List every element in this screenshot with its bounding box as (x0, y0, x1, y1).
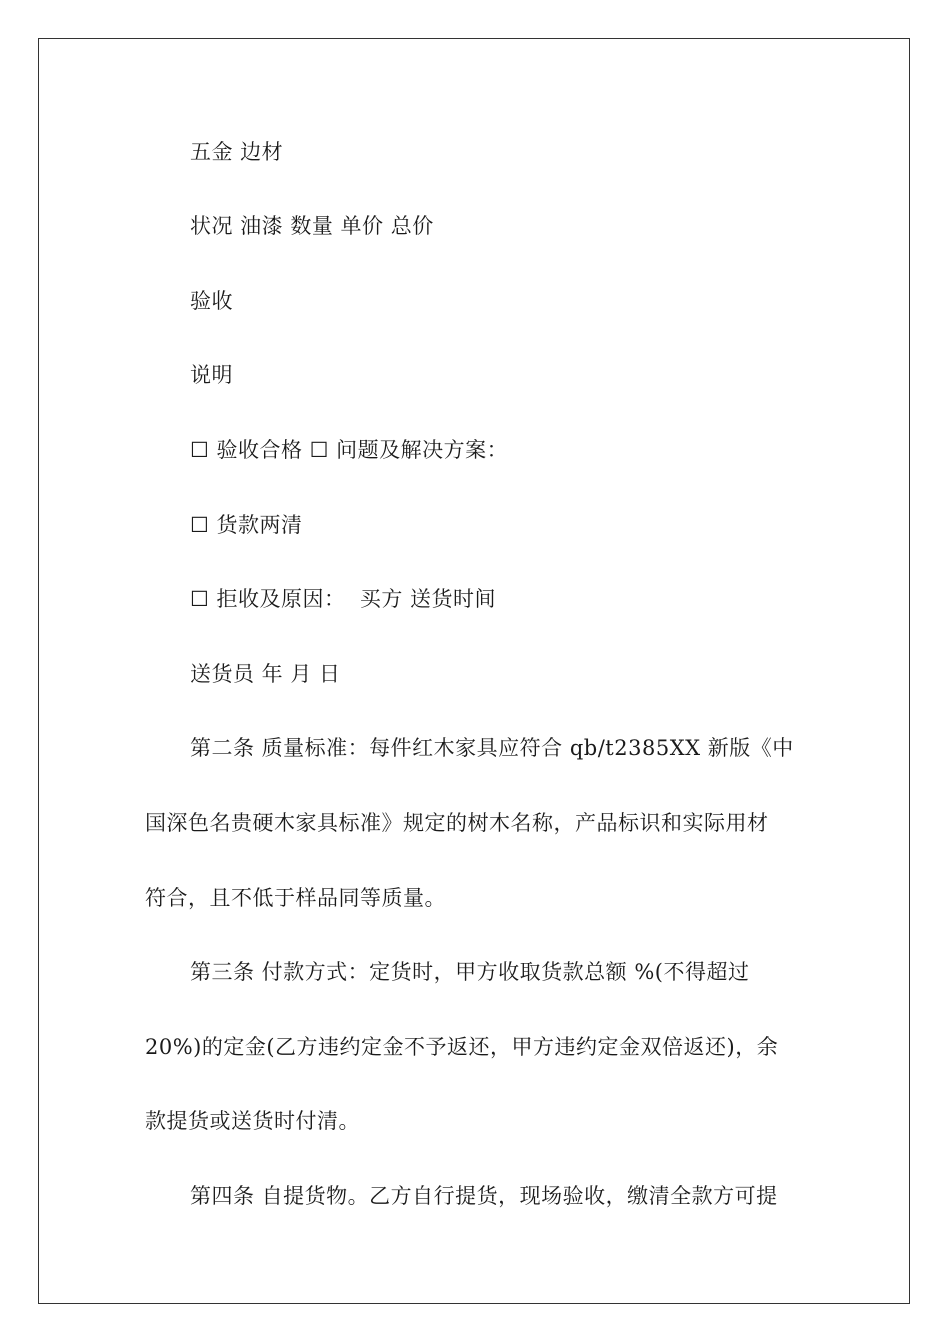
text-line-notes: 说明 (190, 363, 233, 387)
paragraph-article-3-line-2: 20%)的定金(乙方违约定金不予返还，甲方违约定金双倍返还)，余 (145, 1035, 779, 1059)
text-line-inspection-options: ☐ 验收合格 ☐ 问题及解决方案： (190, 438, 509, 462)
text-line-hardware-edge: 五金 边材 (190, 140, 284, 164)
paragraph-article-3-line-1: 第三条 付款方式：定货时，甲方收取货款总额 %(不得超过 (190, 960, 750, 984)
text-line-item-columns: 状况 油漆 数量 单价 总价 (190, 214, 434, 238)
paragraph-article-2-line-2: 国深色名贵硬木家具标准》规定的树木名称，产品标识和实际用材 (145, 811, 769, 835)
paragraph-article-4-line-1: 第四条 自提货物。乙方自行提货，现场验收，缴清全款方可提 (190, 1184, 778, 1208)
paragraph-article-2-line-3: 符合，且不低于样品同等质量。 (145, 886, 446, 910)
text-line-inspection: 验收 (190, 289, 233, 313)
paragraph-article-3-line-3: 款提货或送货时付清。 (145, 1109, 360, 1133)
text-line-delivery-signature: 送货员 年 月 日 (190, 662, 341, 686)
text-line-payment-settled: ☐ 货款两清 (190, 513, 303, 537)
text-line-rejection: ☐ 拒收及原因： 买方 送货时间 (190, 587, 497, 611)
paragraph-article-2-line-1: 第二条 质量标准：每件红木家具应符合 qb/t2385XX 新版《中 (190, 736, 794, 760)
